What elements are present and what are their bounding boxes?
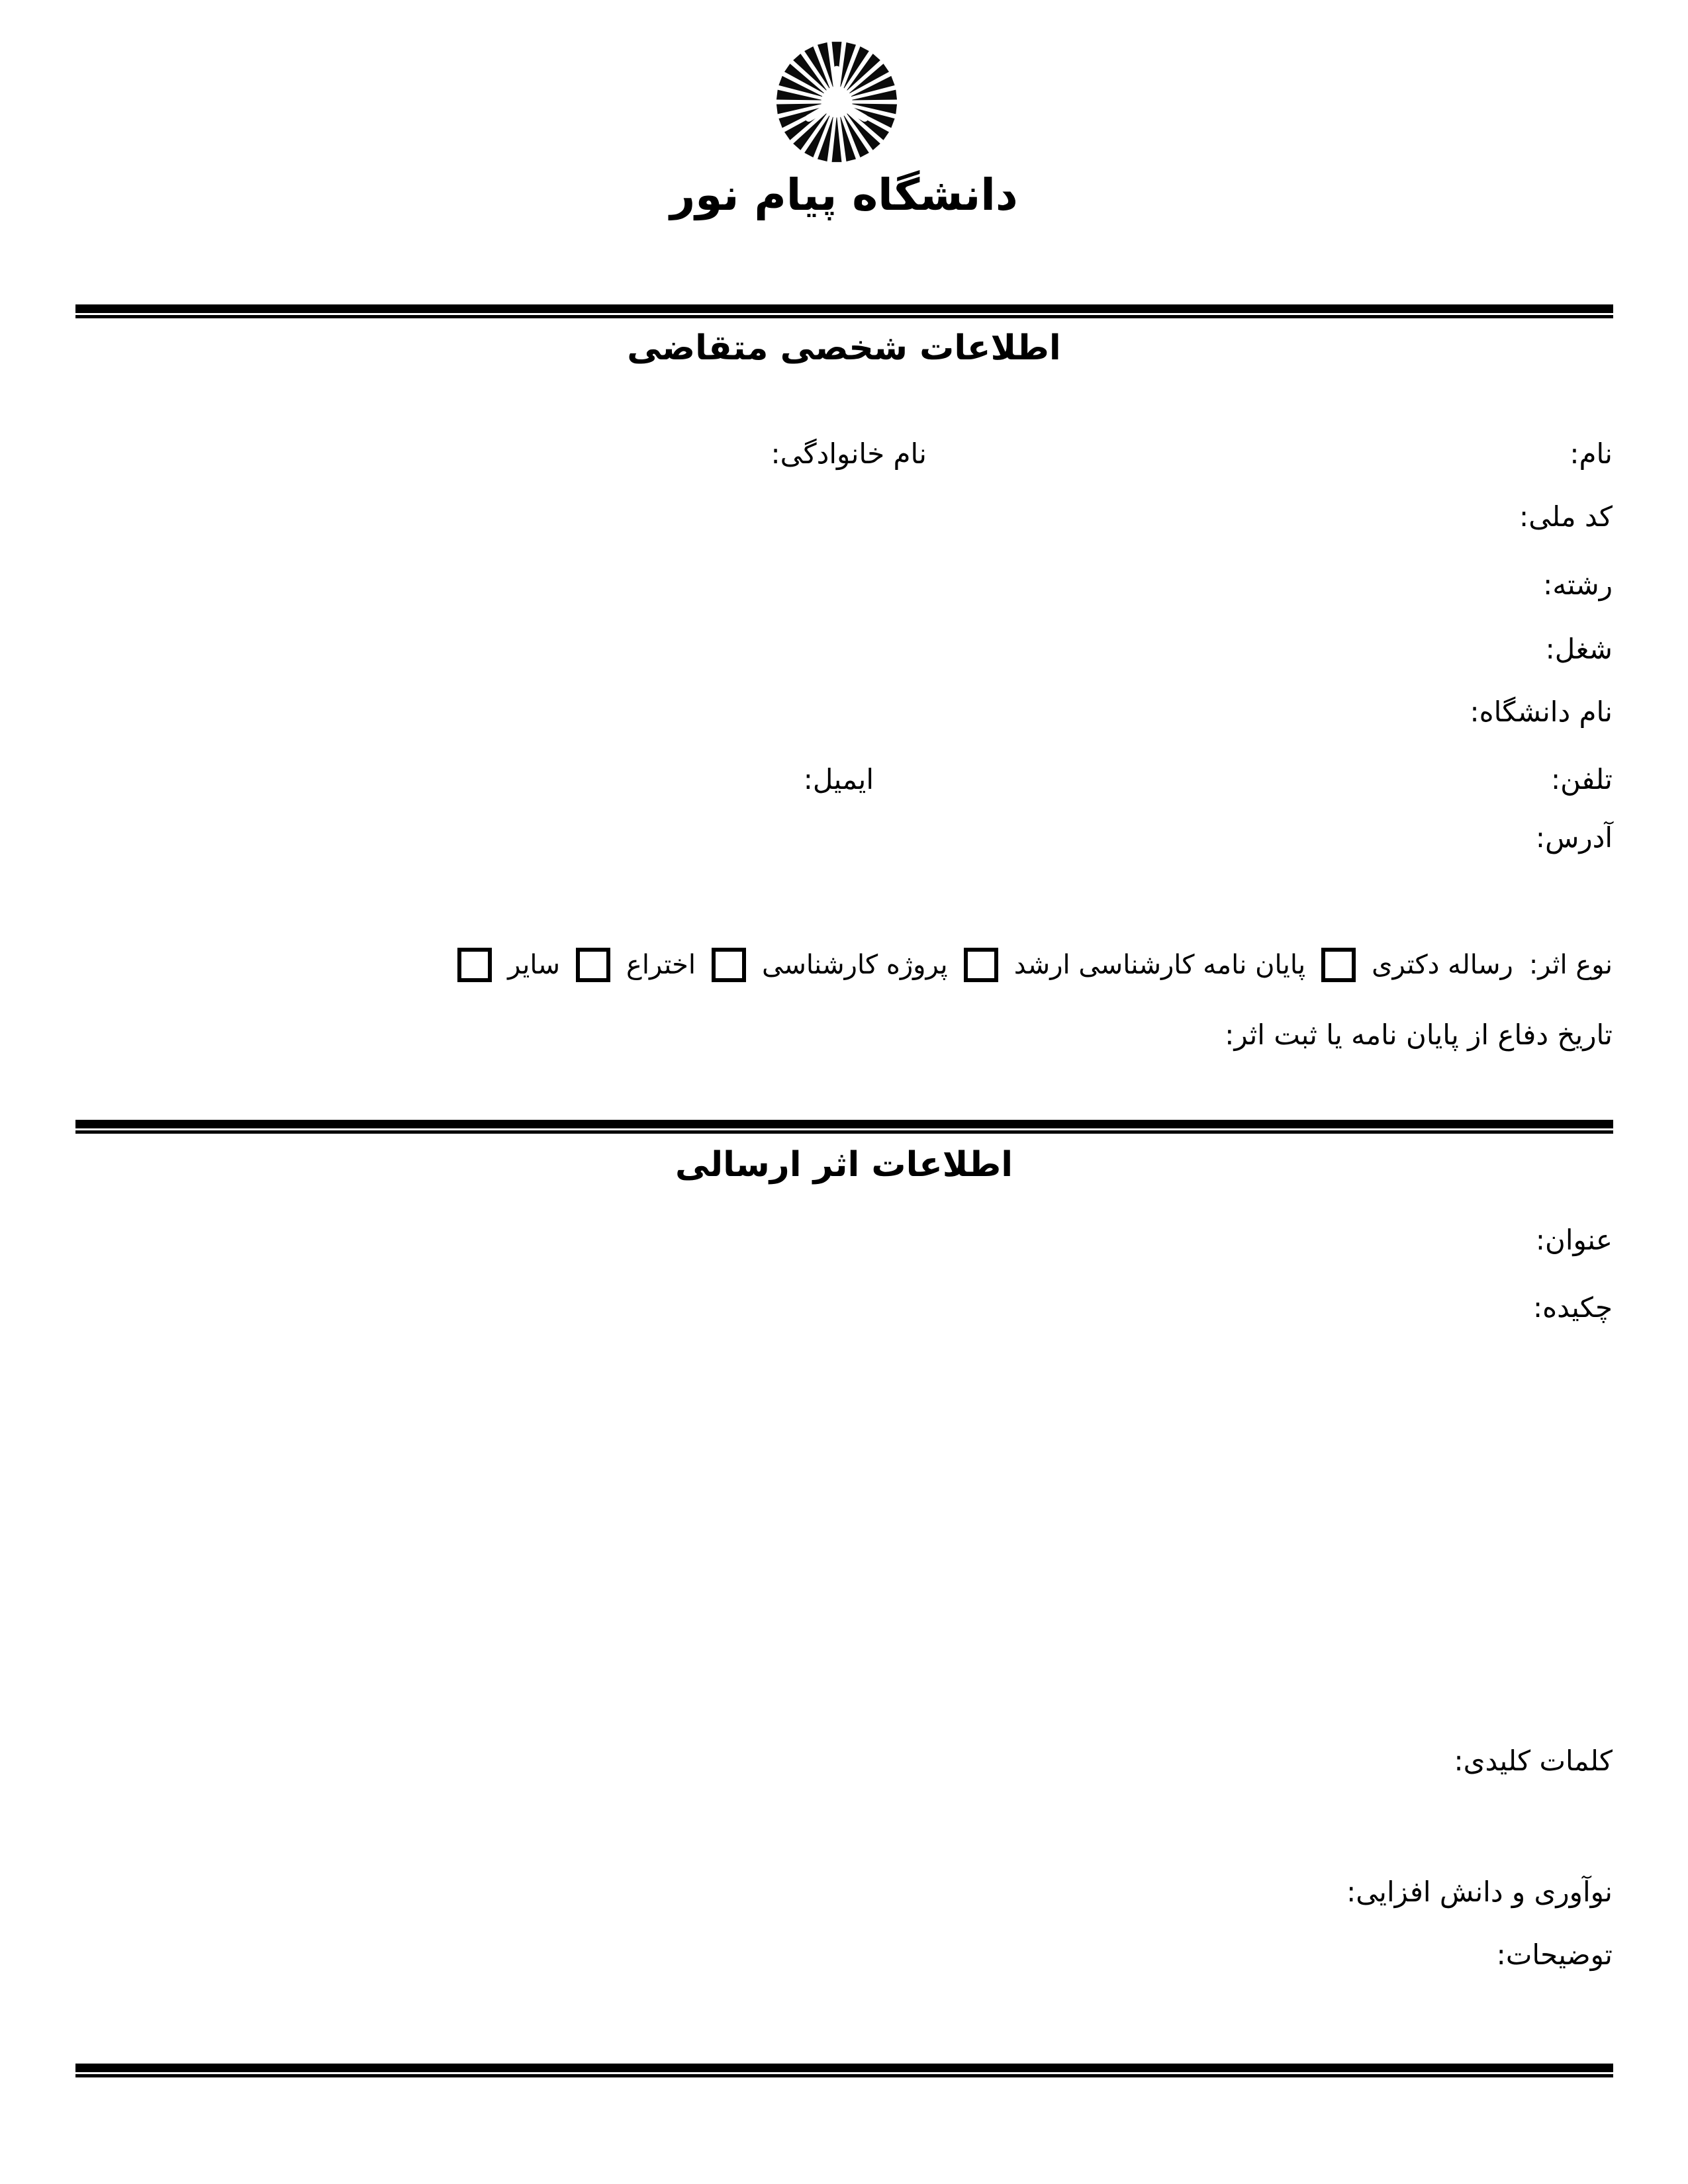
work-type-option-doctoral-thesis-label: رساله دکتری <box>1372 950 1513 980</box>
university-name-label: نام دانشگاه: <box>1470 696 1613 728</box>
divider-thick-bar <box>75 2064 1613 2072</box>
divider-thick-bar <box>75 304 1613 313</box>
work-type-checkbox-masters-thesis[interactable] <box>964 948 998 982</box>
divider-thin-bar <box>75 315 1613 318</box>
abstract-label: چکیده: <box>1532 1291 1613 1324</box>
work-type-option-masters-thesis-label: پایان نامه کارشناسی ارشد <box>1013 950 1306 980</box>
name-label: نام: <box>1570 437 1613 470</box>
phone-label: تلفن: <box>1551 763 1613 796</box>
field-of-study-label: رشته: <box>1543 569 1613 601</box>
divider-thin-bar <box>75 2074 1613 2077</box>
address-label: آدرس: <box>1535 821 1613 854</box>
work-type-checkbox-doctoral-thesis[interactable] <box>1321 948 1356 982</box>
personal-section-title: اطلاعات شخصی متقاضی <box>627 328 1061 368</box>
divider-bottom <box>75 2064 1613 2077</box>
divider-thin-bar <box>75 1130 1613 1134</box>
work-type-checkbox-bachelor-project[interactable] <box>712 948 746 982</box>
work-type-prefix-label: نوع اثر: <box>1528 950 1613 980</box>
innovation-label: نوآوری و دانش افزایی: <box>1346 1876 1613 1908</box>
defense-date-label: تاریخ دفاع از پایان نامه یا ثبت اثر: <box>1225 1019 1613 1051</box>
family-name-label: نام خانوادگی: <box>771 437 927 470</box>
divider-work-section <box>75 1120 1613 1134</box>
work-type-checkbox-invention[interactable] <box>576 948 610 982</box>
work-type-checkbox-other[interactable] <box>457 948 492 982</box>
work-title-label: عنوان: <box>1535 1224 1613 1256</box>
job-label: شغل: <box>1545 633 1613 665</box>
pnu-sunburst-logo-icon <box>772 37 902 167</box>
national-code-label: کد ملی: <box>1519 500 1613 533</box>
keywords-label: کلمات کلیدی: <box>1454 1745 1613 1777</box>
work-section-title: اطلاعات اثر ارسالی <box>675 1145 1013 1185</box>
work-type-option-invention-label: اختراع <box>626 950 696 980</box>
notes-label: توضیحات: <box>1496 1938 1613 1971</box>
work-type-option-other-label: سایر <box>508 950 561 980</box>
work-type-row <box>457 948 1613 982</box>
university-logo-wordmark: دانشگاه پیام نور <box>670 169 1018 220</box>
divider-personal-section <box>75 304 1613 318</box>
work-type-option-bachelor-project-label: پروژه کارشناسی <box>762 950 948 980</box>
divider-thick-bar <box>75 1120 1613 1128</box>
email-label: ایمیل: <box>803 763 874 796</box>
